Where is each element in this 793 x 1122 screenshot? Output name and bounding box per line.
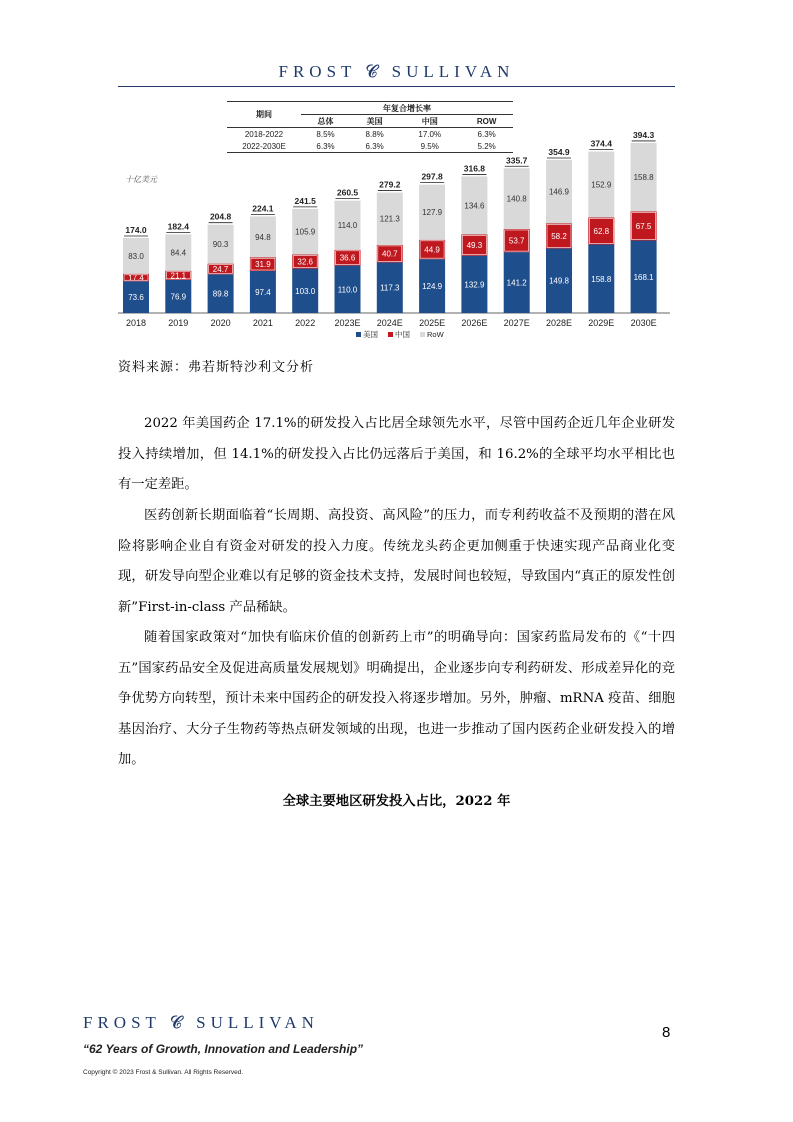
cagr-value: 6.3%	[477, 129, 496, 139]
data-label: 105.9	[295, 227, 316, 237]
data-label: 58.2	[551, 231, 567, 241]
data-label: 110.0	[337, 285, 358, 295]
total-label: 174.0	[125, 224, 147, 235]
x-tick-label: 2020	[210, 318, 231, 328]
data-label: 83.0	[128, 251, 144, 261]
legend-swatch	[388, 332, 393, 337]
cagr-value: 6.3%	[301, 140, 350, 153]
data-label: 31.9	[255, 260, 271, 270]
data-label: 73.6	[128, 293, 144, 303]
total-label: 224.1	[252, 203, 274, 214]
x-tick-label: 2019	[168, 318, 189, 328]
data-label: 89.8	[212, 289, 229, 299]
x-tick-label: 2021	[252, 318, 273, 328]
x-tick-label: 2025E	[419, 318, 446, 328]
copyright-text: Copyright © 2023 Frost & Sullivan. All Rights Reserved.	[83, 1069, 244, 1076]
total-label: 241.5	[294, 195, 316, 206]
stacked-bar-chart	[118, 130, 678, 350]
cagr-period-header: 期间	[227, 102, 301, 128]
data-label: 152.9	[591, 180, 612, 190]
data-label: 141.2	[506, 278, 527, 288]
data-label: 17.4	[128, 273, 144, 283]
total-label: 394.3	[632, 130, 655, 140]
legend-label: RoW	[427, 330, 444, 339]
data-label: 146.9	[548, 187, 570, 197]
data-label: 32.6	[297, 257, 313, 267]
footer-logo: FROST 𝓒 SULLIVAN	[83, 1013, 319, 1032]
data-label: 49.3	[466, 241, 483, 251]
x-tick-label: 2024E	[376, 318, 403, 328]
data-label: 134.6	[464, 201, 485, 211]
data-label: 103.0	[295, 286, 316, 296]
data-label: 132.9	[464, 280, 485, 290]
data-label: 62.8	[593, 226, 610, 236]
total-label: 297.8	[421, 171, 443, 182]
cagr-sub-header: ROW	[460, 115, 513, 128]
data-label: 21.1	[170, 271, 187, 281]
legend-label: 中国	[395, 330, 410, 339]
cagr-sub-header: 总体	[301, 115, 350, 128]
total-label: 260.5	[336, 187, 359, 198]
cagr-value: 5.2%	[460, 140, 513, 153]
data-label: 140.8	[506, 194, 527, 204]
footer-tagline: “62 Years of Growth, Innovation and Leadership”	[83, 1042, 364, 1056]
chart-unit-label: 十亿美元	[125, 175, 157, 184]
x-tick-label: 2029E	[588, 318, 615, 328]
cagr-group-header: 年复合增长率	[301, 102, 513, 115]
data-label: 40.7	[382, 249, 398, 259]
data-label: 67.5	[635, 221, 652, 231]
data-label: 149.8	[548, 276, 570, 286]
data-label: 94.8	[255, 232, 271, 242]
body-paragraph: 2022 年美国药企 17.1%的研发投入占比居全球领先水平，尽管中国药企近几年企业研发投入持续增加，但 14.1%的研发投入占比仍远落后于美国，和 16.2%的全球平均水平相比也有一定差距。	[118, 416, 675, 492]
source-note: 资料来源：弗若斯特沙利文分析	[118, 360, 315, 375]
data-label: 168.1	[633, 272, 654, 282]
data-label: 44.9	[424, 245, 440, 255]
legend-swatch	[420, 332, 425, 337]
data-label: 117.3	[380, 283, 400, 293]
x-tick-label: 2028E	[545, 318, 573, 328]
data-label: 158.8	[591, 274, 612, 284]
header-logo: FROST 𝓒 SULLIVAN	[278, 62, 515, 81]
cagr-value: 8.8%	[365, 129, 384, 139]
legend-label: 美国	[363, 330, 378, 339]
data-label: 114.0	[337, 221, 358, 231]
cagr-value: 9.5%	[399, 140, 460, 153]
cagr-sub-header: 美国	[350, 115, 399, 128]
x-tick-label: 2022	[295, 318, 316, 328]
total-label: 335.7	[506, 155, 528, 166]
cagr-sub-header: 中国	[399, 115, 460, 128]
cagr-period: 2018-2022	[244, 129, 284, 139]
data-label: 36.6	[339, 253, 356, 263]
data-label: 76.9	[170, 292, 187, 302]
cagr-value: 8.5%	[316, 129, 335, 139]
data-label: 124.9	[422, 282, 443, 292]
total-label: 204.8	[209, 211, 232, 222]
total-label: 354.9	[548, 146, 570, 157]
data-label: 158.8	[633, 173, 654, 183]
data-label: 53.7	[508, 236, 525, 246]
data-label: 121.3	[379, 214, 400, 224]
total-label: 316.8	[463, 163, 486, 174]
total-label: 182.4	[167, 221, 189, 232]
page-number: 8	[662, 1024, 671, 1041]
x-tick-label: 2023E	[334, 318, 361, 328]
figure-caption: 全球主要地区研发投入占比，2022 年	[282, 794, 511, 809]
data-label: 90.3	[212, 240, 229, 250]
cagr-value: 17.0%	[418, 129, 442, 139]
data-label: 24.7	[212, 264, 229, 274]
body-paragraph: 医药创新长期面临着“长周期、高投资、高风险”的压力，而专利药收益不及预期的潜在风险将影响企业自有资金对研发的投入力度。传统龙头药企更加侧重于快速实现产品商业化变现，研发导向型企业难以有足够的资金技术支持，发展时间也较短，导致国内“真正的原发性创新”First-in-class 产品稀缺。	[118, 508, 675, 615]
cagr-value: 6.3%	[350, 140, 399, 153]
data-label: 127.9	[422, 208, 443, 218]
x-tick-label: 2027E	[503, 318, 530, 328]
legend-swatch	[356, 332, 361, 337]
cagr-period: 2022-2030E	[227, 140, 301, 153]
x-tick-label: 2026E	[461, 318, 488, 328]
total-label: 279.2	[379, 179, 401, 190]
total-label: 374.4	[590, 138, 612, 149]
x-tick-label: 2030E	[630, 318, 657, 328]
body-paragraph: 随着国家政策对“加快有临床价值的创新药上市”的明确导向：国家药监局发布的《“十四五”国家药品安全及促进高质量发展规划》明确提出，企业逐步向专利药研发、形成差异化的竞争优势方向转型，预计未来中国药企的研发投入将逐步增加。另外，肿瘤、mRNA 疫苗、细胞基因治疗、大分子生物药等热点研发领域的出现，也进一步推动了国内医药企业研发投入的增加。	[118, 630, 675, 767]
header-divider	[118, 86, 675, 87]
data-label: 84.4	[170, 248, 187, 258]
x-tick-label: 2018	[125, 318, 147, 328]
data-label: 97.4	[255, 288, 271, 298]
